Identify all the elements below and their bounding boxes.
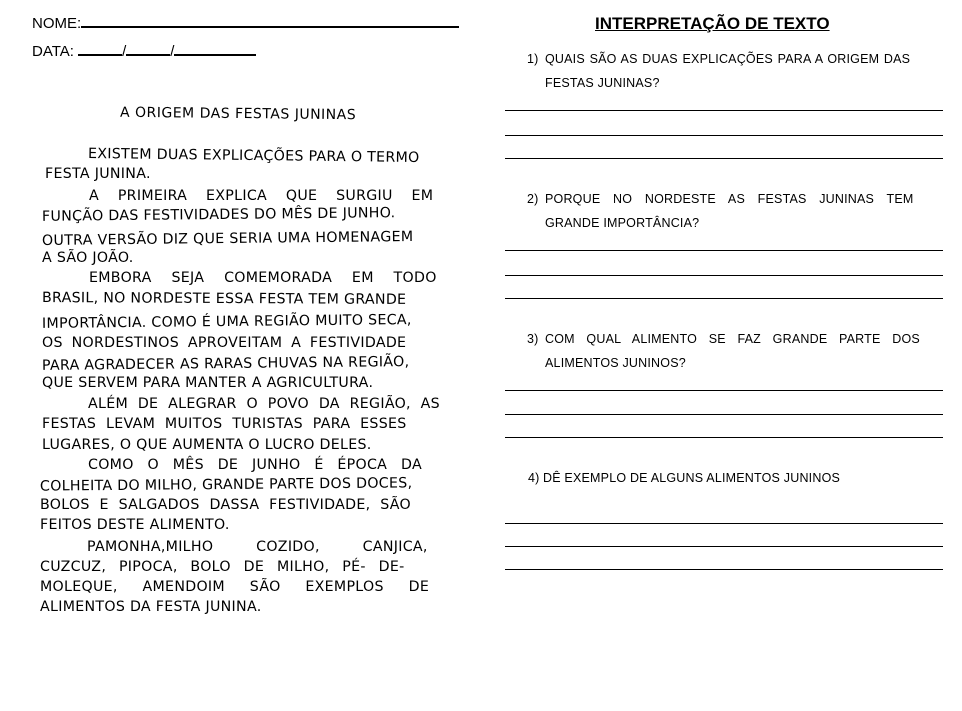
question-number: 3) (527, 332, 539, 346)
story-line: EXISTEM DUAS EXPLICAÇÕES PARA O TERMO (87, 145, 420, 167)
story-line: A PRIMEIRA EXPLICA QUE SURGIU EM (89, 188, 434, 204)
story-line: IMPORTÂNCIA. COMO É UMA REGIÃO MUITO SECA, (41, 312, 412, 332)
answer-line[interactable] (505, 546, 943, 547)
story-line: COMO O MÊS DE JUNHO É ÉPOCA DA (88, 457, 422, 473)
story-line: EMBORA SEJA COMEMORADA EM TODO (89, 270, 437, 286)
story-line: CUZCUZ, PIPOCA, BOLO DE MILHO, PÉ- DE- (40, 559, 405, 575)
question-number: 1) (527, 52, 539, 66)
question-text: DÊ EXEMPLO DE ALGUNS ALIMENTOS JUNINOS (543, 471, 841, 485)
question-text: PORQUE NO NORDESTE AS FESTAS JUNINAS TEM (545, 192, 914, 206)
question-number: 4) (528, 471, 540, 485)
date-separator: / (170, 43, 175, 60)
answer-line[interactable] (505, 414, 943, 415)
date-label: DATA: (32, 43, 74, 60)
answer-line[interactable] (505, 275, 943, 276)
story-line: OS NORDESTINOS APROVEITAM A FESTIVIDADE (42, 335, 407, 351)
date-row (32, 41, 256, 60)
story-line: FESTA JUNINA. (45, 166, 151, 182)
question-text: COM QUAL ALIMENTO SE FAZ GRANDE PARTE DOS (545, 332, 920, 346)
story-line: PAMONHA,MILHO COZIDO, CANJICA, (87, 539, 428, 555)
story-line: ALÉM DE ALEGRAR O POVO DA REGIÃO, AS (88, 396, 440, 412)
answer-line[interactable] (505, 110, 943, 111)
answer-line[interactable] (505, 523, 943, 524)
question-text: ALIMENTOS JUNINOS? (545, 356, 686, 370)
story-line: ALIMENTOS DA FESTA JUNINA. (40, 599, 262, 615)
worksheet-title: INTERPRETAÇÃO DE TEXTO (595, 14, 830, 33)
answer-line[interactable] (505, 250, 943, 251)
answer-line[interactable] (505, 158, 943, 159)
question-text: FESTAS JUNINAS? (545, 76, 660, 90)
story-line: FUNÇÃO DAS FESTIVIDADES DO MÊS DE JUNHO. (41, 205, 396, 225)
story-line: OUTRA VERSÃO DIZ QUE SERIA UMA HOMENAGEM (41, 229, 414, 249)
answer-line[interactable] (505, 298, 943, 299)
date-day-field[interactable] (78, 41, 122, 56)
story-line: QUE SERVEM PARA MANTER A AGRICULTURA. (42, 375, 374, 391)
date-month-field[interactable] (126, 41, 170, 56)
question-text: QUAIS SÃO AS DUAS EXPLICAÇÕES PARA A ORIGEM DAS (545, 52, 911, 66)
story-line: PARA AGRADECER AS RARAS CHUVAS NA REGIÃO, (41, 354, 410, 374)
story-line: BOLOS E SALGADOS DASSA FESTIVIDADE, SÃO (40, 497, 412, 513)
story-line: MOLEQUE, AMENDOIM SÃO EXEMPLOS DE (40, 579, 430, 595)
name-row (32, 13, 459, 32)
name-field[interactable] (81, 13, 459, 28)
question-text: GRANDE IMPORTÂNCIA? (545, 216, 700, 230)
story-line: FESTAS LEVAM MUITOS TURISTAS PARA ESSES (42, 416, 407, 432)
story-line: FEITOS DESTE ALIMENTO. (40, 517, 230, 533)
question-number: 2) (527, 192, 539, 206)
story-line: A SÃO JOÃO. (42, 250, 134, 266)
answer-line[interactable] (505, 135, 943, 136)
story-line: LUGARES, O QUE AUMENTA O LUCRO DELES. (42, 437, 372, 453)
answer-line[interactable] (505, 437, 943, 438)
story-line: BRASIL, NO NORDESTE ESSA FESTA TEM GRANDE (41, 290, 407, 308)
answer-line[interactable] (505, 569, 943, 570)
name-label: NOME: (32, 15, 82, 32)
date-separator: / (122, 43, 127, 60)
date-year-field[interactable] (174, 41, 256, 56)
story-line: COLHEITA DO MILHO, GRANDE PARTE DOS DOCES, (39, 475, 413, 495)
answer-line[interactable] (505, 390, 943, 391)
story-title: A ORIGEM DAS FESTAS JUNINAS (119, 104, 357, 124)
